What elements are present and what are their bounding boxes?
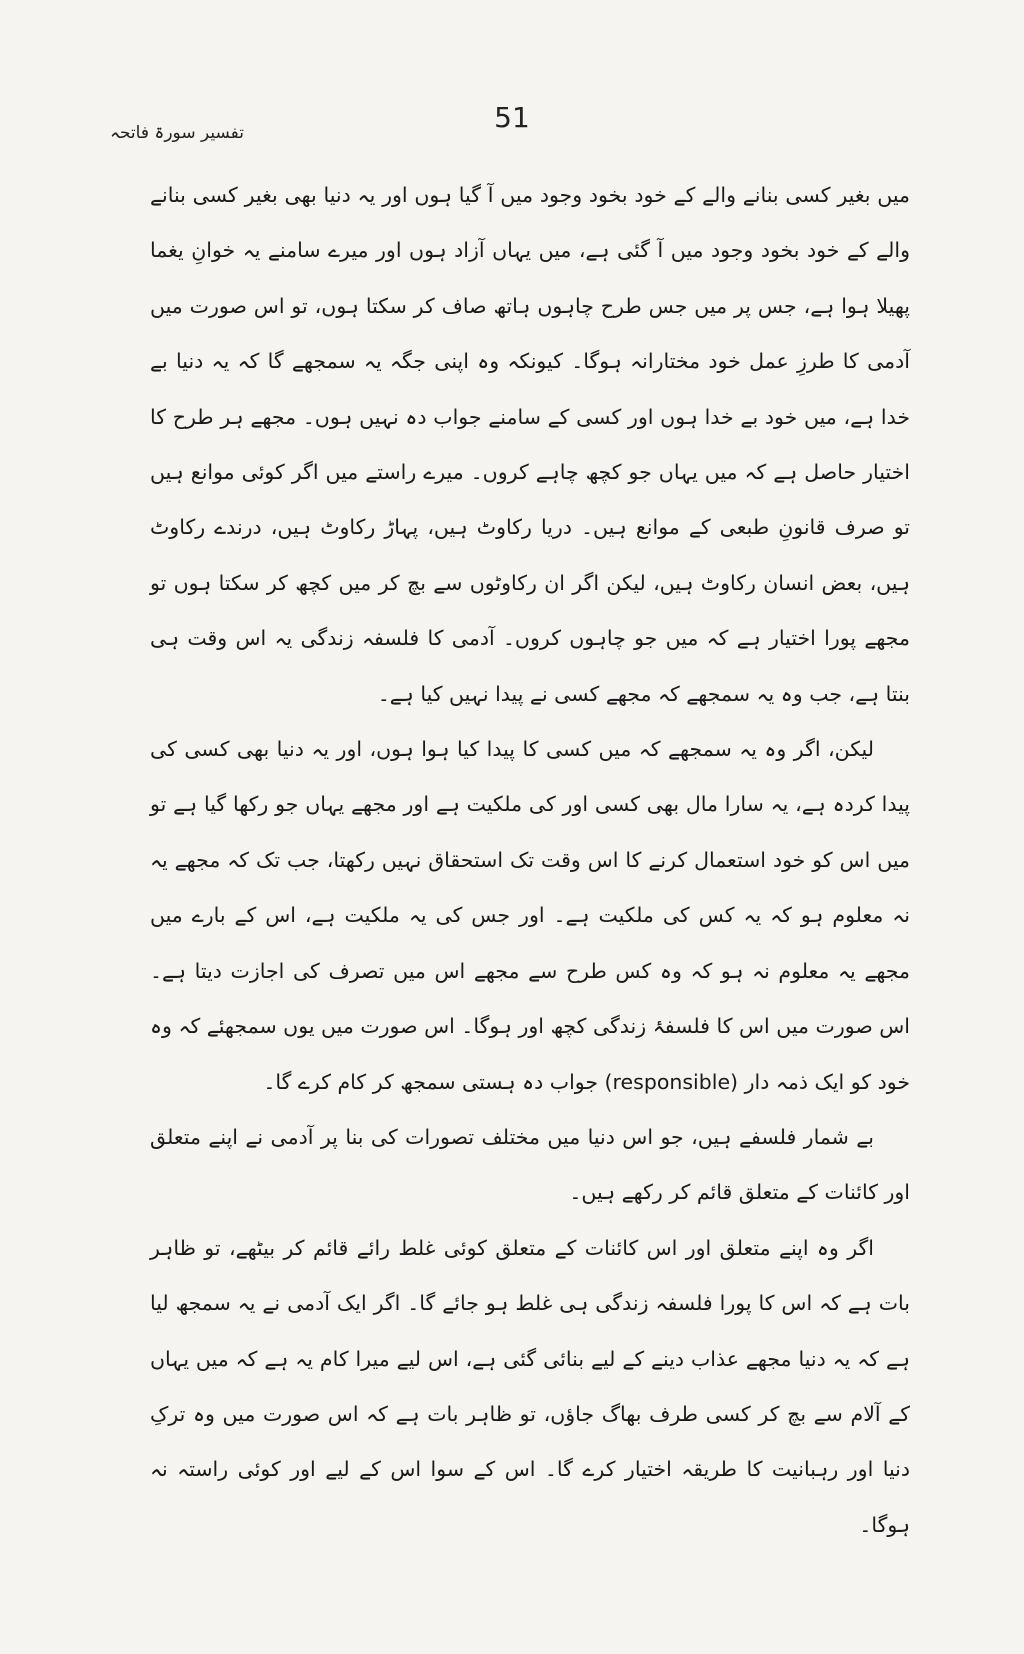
- paragraph-2: [150, 722, 910, 1110]
- paragraph-2-text: لیکن، اگر وہ یہ سمجھے کہ میں کسی کا پیدا کیا ہوا ہوں، اور یہ دنیا بھی کسی کی پیدا کردہ ہے، یہ سارا مال بھی کسی اور کی ملکیت ہے اور مجھے یہاں جو رکھا گیا ہے تو میں اس کو خود استعمال کرنے کا اس وقت تک استحقاق نہیں رکھتا، جب تک کہ مجھے یہ نہ معلوم ہو کہ یہ کس کی ملکیت ہے۔ اور جس کی یہ ملکیت ہے، اس کے بارے میں مجھے یہ معلوم نہ ہو کہ وہ کس طرح سے مجھے اس میں تصرف کی اجازت دیتا ہے۔ اس صورت میں اس کا فلسفۂ زندگی کچھ اور ہوگا۔ اس صورت میں یوں سمجھئے کہ وہ خود کو ایک ذمہ دار: [150, 737, 910, 1094]
- page-number: 51: [494, 101, 530, 134]
- english-term: (responsible): [604, 1069, 739, 1094]
- page-body: [150, 168, 910, 1553]
- paragraph-3: بے شمار فلسفے ہیں، جو اس دنیا میں مختلف تصورات کی بنا پر آدمی نے اپنے متعلق اور کائنات کے متعلق قائم کر رکھے ہیں۔: [150, 1124, 910, 1205]
- paragraph-1: میں بغیر کسی بنانے والے کے خود بخود وجود میں آ گیا ہوں اور یہ دنیا بھی بغیر کسی بنانے والے کے خود بخود وجود میں آ گئی ہے، میں یہاں آزاد ہوں اور میرے سامنے یہ خوانِ یغما پھیلا ہوا ہے، جس پر میں جس طرح چاہوں ہاتھ صاف کر سکتا ہوں، تو اس صورت میں آدمی کا طرزِ عمل خود مختارانہ ہوگا۔ کیونکہ وہ اپنی جگہ یہ سمجھے گا کہ یہ دنیا بے خدا ہے، میں خود بے خدا ہوں اور کسی کے سامنے جواب دہ نہیں ہوں۔ مجھے ہر طرح کا اختیار حاصل ہے کہ میں یہاں جو کچھ چاہے کروں۔ میرے راستے میں اگر کوئی موانع ہیں تو صرف قانونِ طبعی کے موانع ہیں۔ دریا رکاوٹ ہیں، پہاڑ رکاوٹ ہیں، درندے رکاوٹ ہیں، بعض انسان رکاوٹ ہیں، لیکن اگر ان رکاوٹوں سے بچ کر میں کچھ کر سکتا ہوں تو مجھے پورا اختیار ہے کہ میں جو چاہوں کروں۔ آدمی کا فلسفہ زندگی یہ اس وقت ہی بنتا ہے، جب وہ یہ سمجھے کہ مجھے کسی نے پیدا نہیں کیا ہے۔: [150, 183, 910, 706]
- paragraph-2-ending: جواب دہ ہستی سمجھ کر کام کرے گا۔: [263, 1069, 605, 1094]
- paragraph-4: اگر وہ اپنے متعلق اور اس کائنات کے متعلق کوئی غلط رائے قائم کر بیٹھے، تو ظاہر بات ہے کہ اس کا پورا فلسفہ زندگی ہی غلط ہو جائے گا۔ اگر ایک آدمی نے یہ سمجھ لیا ہے کہ یہ دنیا مجھے عذاب دینے کے لیے بنائی گئی ہے، اس لیے میرا کام یہ ہے کہ میں یہاں کے آلام سے بچ کر کسی طرف بھاگ جاؤں، تو ظاہر بات ہے کہ اس صورت میں وہ ترکِ دنیا اور رہبانیت کا طریقہ اختیار کرے گا۔ اس کے سوا اس کے لیے اور کوئی راستہ نہ ہوگا۔: [150, 1235, 910, 1537]
- running-head-title: تفسیر سورۃ فاتحہ: [110, 123, 244, 143]
